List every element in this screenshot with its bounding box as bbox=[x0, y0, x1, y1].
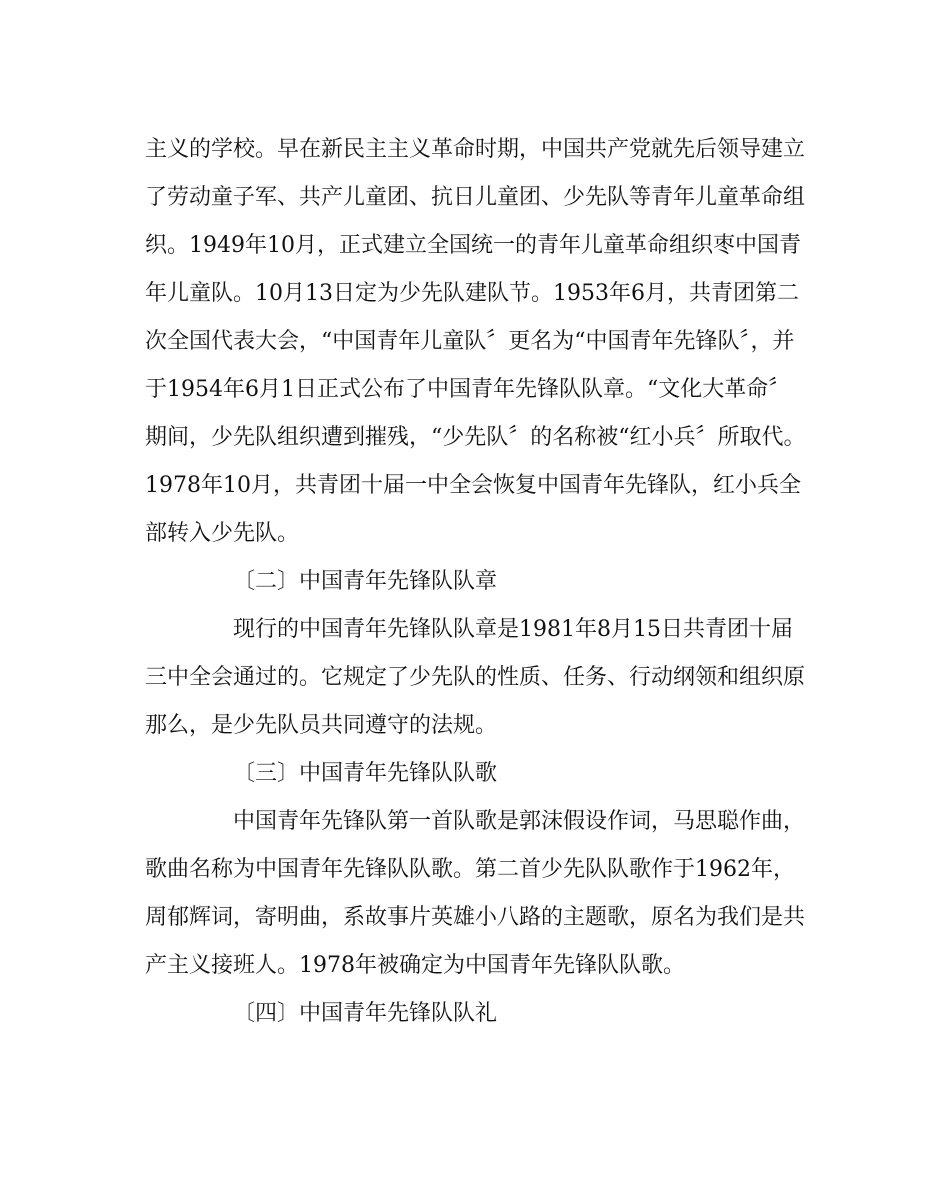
document-body bbox=[145, 126, 810, 1038]
section-heading-charter: 〔二〕中国青年先锋队队章 bbox=[233, 569, 498, 594]
section-heading-salute: 〔四〕中国青年先锋队队礼 bbox=[233, 1001, 498, 1026]
paragraph-history: 主义的学校。早在新民主主义革命时期，中国共产党就先后领导建立了劳动童子军、共产儿童团、抗日儿童团、少先队等青年儿童革命组织。1949年10月，正式建立全国统一的青年儿童革命组织枣中国青年儿童队。10月13日定为少先队建队节。1953年6月，共青团第二次全国代表大会，“中国青年儿童队〞更名为“中国青年先锋队〞，并于1954年6月1日正式公布了中国青年先锋队队章。“文化大革命〞期间，少先队组织遭到摧残，“少先队〞的名称被“红小兵〞所取代。1978年10月，共青团十届一中全会恢复中国青年先锋队，红小兵全部转入少先队。 bbox=[145, 137, 806, 546]
paragraph-anthem: 中国青年先锋队第一首队歌是郭沫假设作词，马思聪作曲，歌曲名称为中国青年先锋队队歌。第二首少先队队歌作于1962年，周郁辉词，寄明曲，系故事片英雄小八路的主题歌，原名为我们是共产主义接班人。1978年被确定为中国青年先锋队队歌。 bbox=[145, 809, 806, 978]
section-heading-anthem: 〔三〕中国青年先锋队队歌 bbox=[233, 761, 498, 786]
paragraph-charter: 现行的中国青年先锋队队章是1981年8月15日共青团十届三中全会通过的。它规定了少先队的性质、任务、行动纲领和组织原那么，是少先队员共同遵守的法规。 bbox=[145, 617, 806, 738]
